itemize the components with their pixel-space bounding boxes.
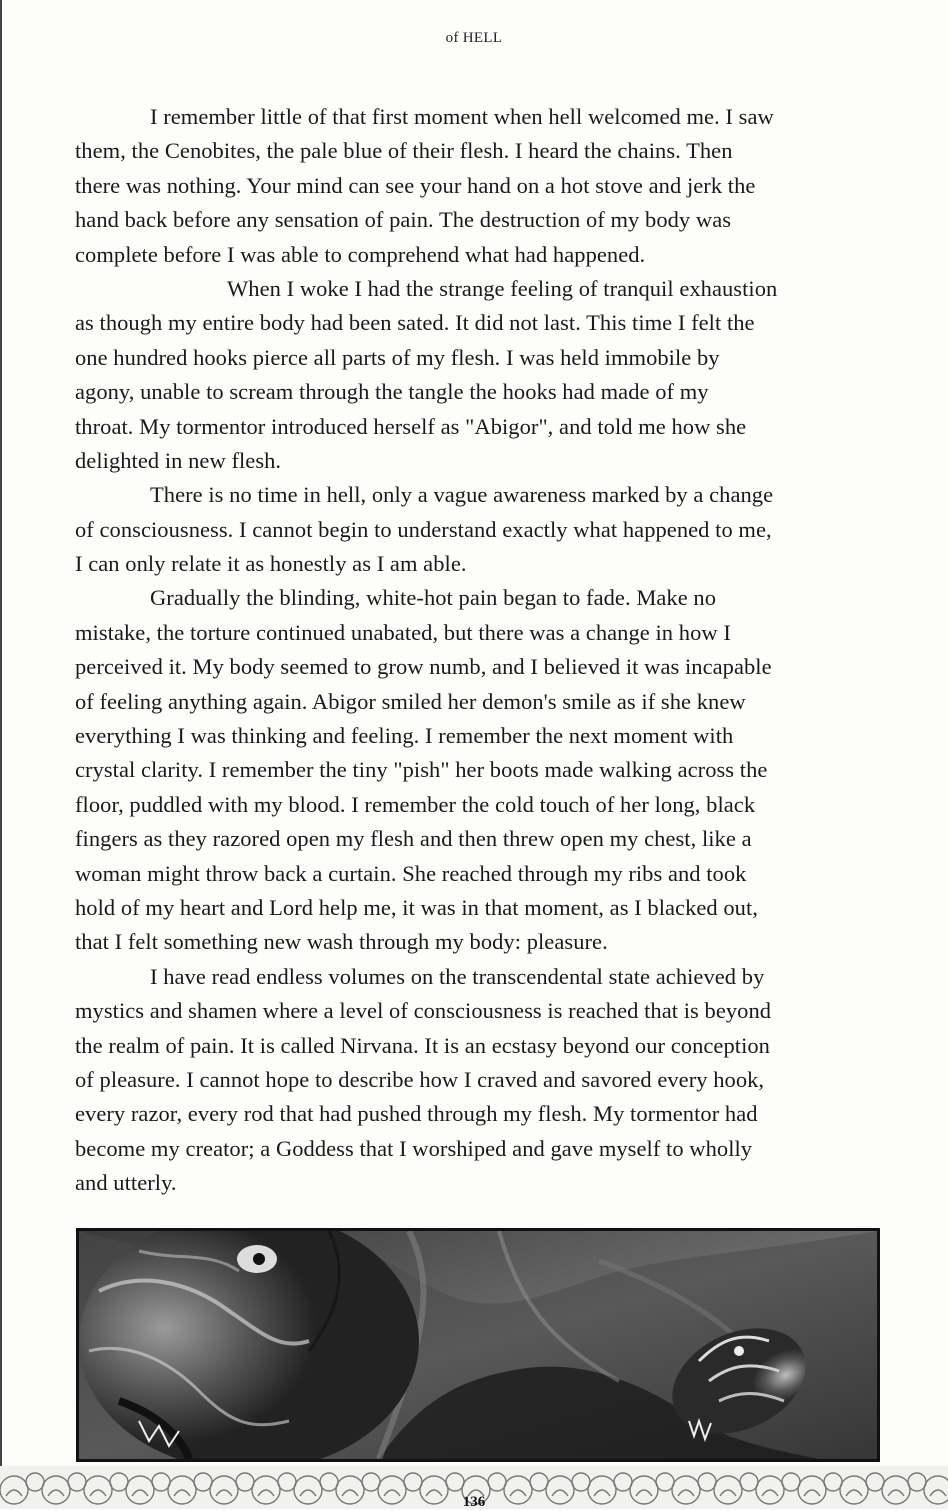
illustration-artwork: [79, 1231, 877, 1459]
text-line: agony, unable to scream through the tangle the hooks had made of my: [75, 379, 709, 405]
text-line: there was nothing. Your mind can see your hand on a hot stove and jerk the: [75, 172, 756, 198]
text-line: throat. My tormentor introduced herself as "Abigor", and told me how she: [75, 413, 747, 439]
illustration-panel: [76, 1228, 880, 1462]
text-line: and utterly.: [75, 1170, 177, 1196]
text-line: of pleasure. I cannot hope to describe how I craved and savored every hook,: [75, 1066, 765, 1092]
text-line: as though my entire body had been sated. It did not last. This time I felt the: [75, 310, 755, 336]
text-line: them, the Cenobites, the pale blue of their flesh. I heard the chains. Then: [75, 138, 733, 164]
page-number: 136: [462, 1494, 486, 1510]
text-line: hand back before any sensation of pain. The destruction of my body was: [75, 207, 732, 233]
text-line: When I woke I had the strange feeling of tranquil exhaustion: [227, 275, 778, 301]
text-line: complete before I was able to comprehend what had happened.: [75, 241, 646, 267]
text-line: mystics and shamen where a level of consciousness is reached that is beyond: [75, 998, 772, 1024]
text-line: I have read endless volumes on the transcendental state achieved by: [150, 963, 765, 989]
text-line: hold of my heart and Lord help me, it was in that moment, as I blacked out,: [75, 894, 758, 920]
body-text: [75, 100, 885, 1201]
text-line: Gradually the blinding, white-hot pain began to fade. Make no: [150, 585, 717, 611]
text-line: I remember little of that first moment when hell welcomed me. I saw: [150, 104, 774, 129]
text-line: There is no time in hell, only a vague awareness marked by a change: [150, 482, 774, 508]
text-line: become my creator; a Goddess that I worshiped and gave myself to wholly: [75, 1135, 753, 1161]
text-line: the realm of pain. It is called Nirvana. It is an ecstasy beyond our conception: [75, 1032, 770, 1058]
text-line: everything I was thinking and feeling. I remember the next moment with: [75, 723, 734, 749]
running-header: of HELL: [445, 30, 503, 46]
text-line: every razor, every rod that had pushed through my flesh. My tormentor had: [75, 1101, 758, 1127]
page-edge-shadow: [0, 0, 2, 1509]
text-line: crystal clarity. I remember the tiny "pish" her boots made walking across the: [75, 757, 768, 783]
text-line: of feeling anything again. Abigor smiled her demon's smile as if she knew: [75, 688, 746, 714]
text-line: woman might throw back a curtain. She reached through my ribs and took: [75, 860, 747, 886]
text-line: mistake, the torture continued unabated, but there was a change in how I: [75, 619, 731, 645]
text-line: fingers as they razored open my flesh and then threw open my chest, like a: [75, 826, 752, 852]
text-line: of consciousness. I cannot begin to understand exactly what happened to me,: [75, 516, 772, 542]
text-line: that I felt something new wash through my body: pleasure.: [75, 929, 608, 955]
text-line: I can only relate it as honestly as I am able.: [75, 551, 467, 577]
text-line: perceived it. My body seemed to grow numb, and I believed it was incapable: [75, 654, 772, 680]
text-line: one hundred hooks pierce all parts of my flesh. I was held immobile by: [75, 344, 720, 370]
text-line: delighted in new flesh.: [75, 447, 282, 473]
text-line: floor, puddled with my blood. I remember the cold touch of her long, black: [75, 791, 756, 817]
